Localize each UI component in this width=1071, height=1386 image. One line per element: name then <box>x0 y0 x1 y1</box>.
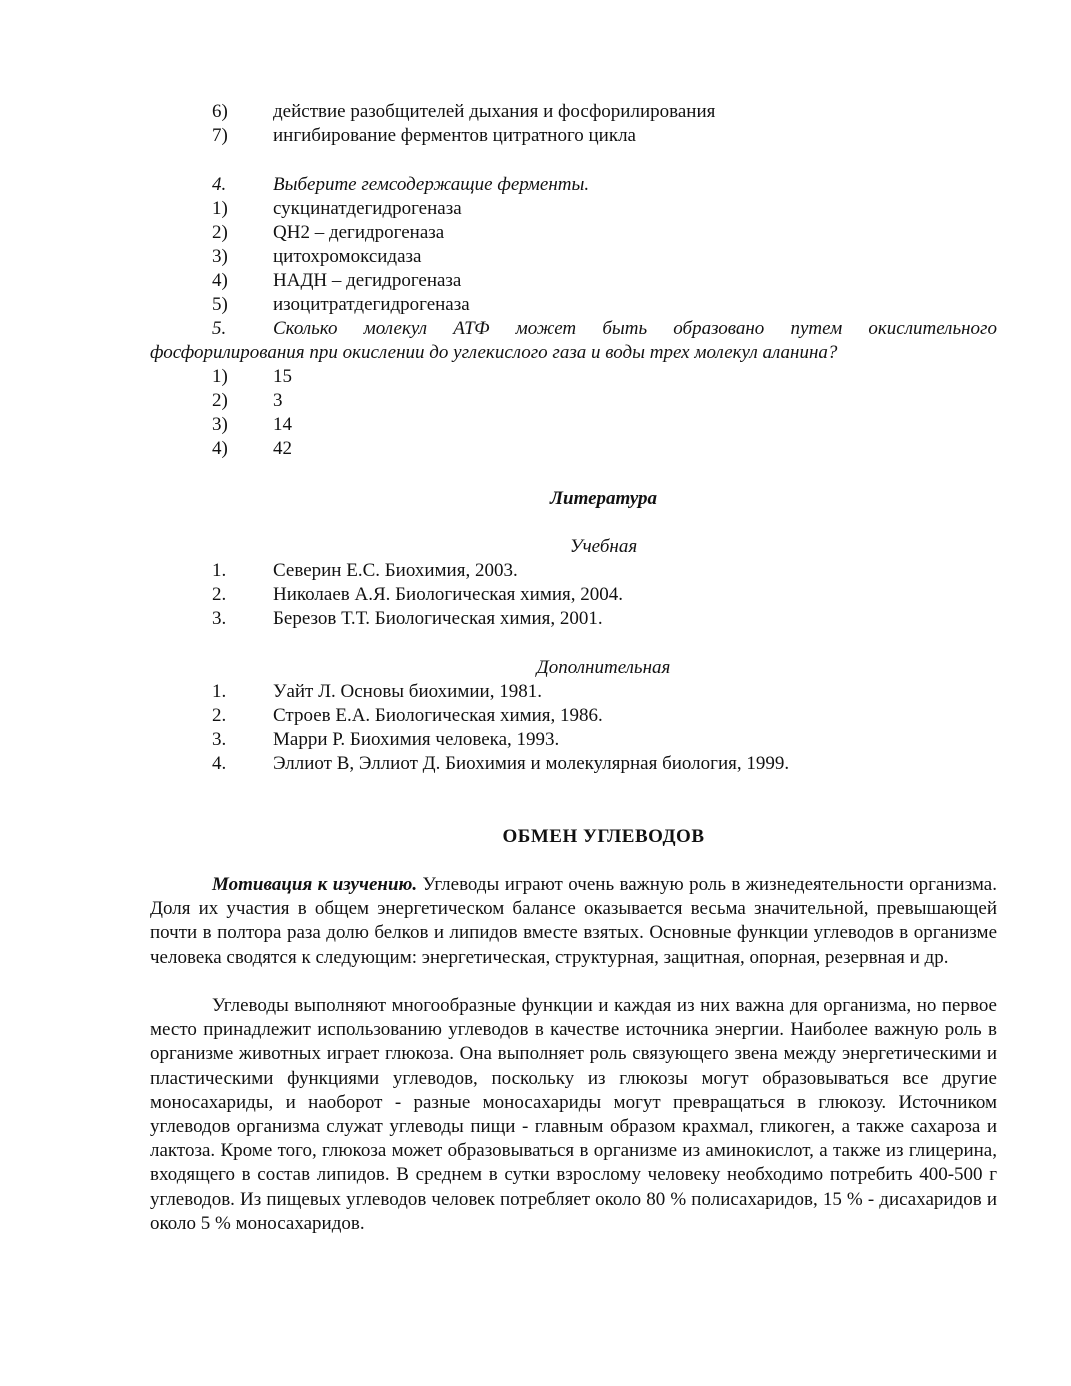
question-line-2: фосфорилирования при окислении до углекислого газа и воды трех молекул аланина? <box>150 342 838 363</box>
question-word: быть <box>602 318 648 339</box>
option-text: 3 <box>273 390 283 411</box>
option-text: цитохромоксидаза <box>273 246 422 267</box>
reference-text: Строев Е.А. Биологическая химия, 1986. <box>273 705 603 726</box>
question-word: может <box>515 318 577 339</box>
question-word: Сколько <box>273 318 338 339</box>
option-text: 42 <box>273 438 292 459</box>
paragraph-lead: Мотивация к изучению. <box>212 874 418 895</box>
option-number: 2) <box>212 222 228 243</box>
option-number: 1) <box>212 366 228 387</box>
reference-number: 1. <box>212 560 227 581</box>
option-number: 4) <box>212 270 228 291</box>
question-number: 5. <box>212 318 227 339</box>
reference-number: 2. <box>212 584 227 605</box>
reference-number: 4. <box>212 753 227 774</box>
item-text: ингибирование ферментов цитратного цикла <box>273 125 636 146</box>
reference-number: 3. <box>212 608 227 629</box>
reference-text: Эллиот В, Эллиот Д. Биохимия и молекулярная биология, 1999. <box>273 753 790 774</box>
option-text: 14 <box>273 414 292 435</box>
option-text: изоцитратдегидрогеназа <box>273 294 470 315</box>
option-number: 2) <box>212 390 228 411</box>
option-text: сукцинатдегидрогеназа <box>273 198 462 219</box>
option-text: НАДН – дегидрогеназа <box>273 270 462 291</box>
option-number: 3) <box>212 414 228 435</box>
reference-number: 2. <box>212 705 227 726</box>
option-text: 15 <box>273 366 292 387</box>
item-text: действие разобщителей дыхания и фосфорилирования <box>273 101 716 122</box>
reference-text: Марри Р. Биохимия человека, 1993. <box>273 729 560 750</box>
option-number: 5) <box>212 294 228 315</box>
reference-text: Березов Т.Т. Биологическая химия, 2001. <box>273 608 603 629</box>
question-word: образовано <box>673 318 765 339</box>
question-word: окислительного <box>868 318 997 339</box>
reference-text: Северин Е.С. Биохимия, 2003. <box>273 560 518 581</box>
reference-number: 1. <box>212 681 227 702</box>
motivation-paragraph <box>150 873 997 970</box>
item-number: 7) <box>212 125 228 146</box>
item-number: 6) <box>212 101 228 122</box>
section-title: ОБМЕН УГЛЕВОДОВ <box>502 826 705 847</box>
question-text: Выберите гемсодержащие ферменты. <box>273 174 590 195</box>
literature-title: Литература <box>549 488 658 509</box>
additional-literature-heading: Дополнительная <box>536 657 671 678</box>
question-number: 4. <box>212 174 227 195</box>
main-literature-heading: Учебная <box>569 536 638 557</box>
question-word: АТФ <box>453 318 490 339</box>
carbohydrates-paragraph: Углеводы выполняют многообразные функции и каждая из них важна для организма, но первое место принадлежит использованию углеводов в качестве источника энергии. Наиболее важную роль в организме животных играет глюкоза. Она выполняет роль связующего звена между энергетическими и пластическими функциями углеводов, поскольку из глюкозы могут образовываться все другие моносахариды, и наоборот - разные моносахариды могут превращаться в глюкозу. Источником углеводов организма служат углеводы пищи - главным образом крахмал, гликоген, а также сахароза и лактоза. Кроме того, глюкоза может образовываться в организме из аминокислот, а также из глицерина, входящего в состав липидов. В среднем в сутки взрослому человеку необходимо потребить 400-500 г углеводов. Из пищевых углеводов человек потребляет около 80 % полисахаридов, 15 % - дисахаридов и около 5 % моносахаридов. <box>150 995 997 1234</box>
reference-number: 3. <box>212 729 227 750</box>
option-text: QH2 – дегидрогеназа <box>273 222 445 243</box>
reference-text: Николаев А.Я. Биологическая химия, 2004. <box>273 584 623 605</box>
question-word: путем <box>790 318 843 339</box>
reference-text: Уайт Л. Основы биохимии, 1981. <box>273 681 542 702</box>
paragraph-text: Углеводы играют очень важную роль в жизнедеятельности организма. Доля их участия в общем энергетическом балансе оказывается весьма значительной, превышающей почти в полтора раза долю белков и липидов вместе взятых. Основные функции углеводов в организме человека сводятся к следующим: энергетическая, структурная, защитная, опорная, резервная и др. <box>150 874 997 968</box>
question-word: молекул <box>363 318 428 339</box>
option-number: 1) <box>212 198 228 219</box>
question-line-1 <box>150 317 997 341</box>
option-number: 4) <box>212 438 228 459</box>
option-number: 3) <box>212 246 228 267</box>
question-5 <box>150 317 997 365</box>
